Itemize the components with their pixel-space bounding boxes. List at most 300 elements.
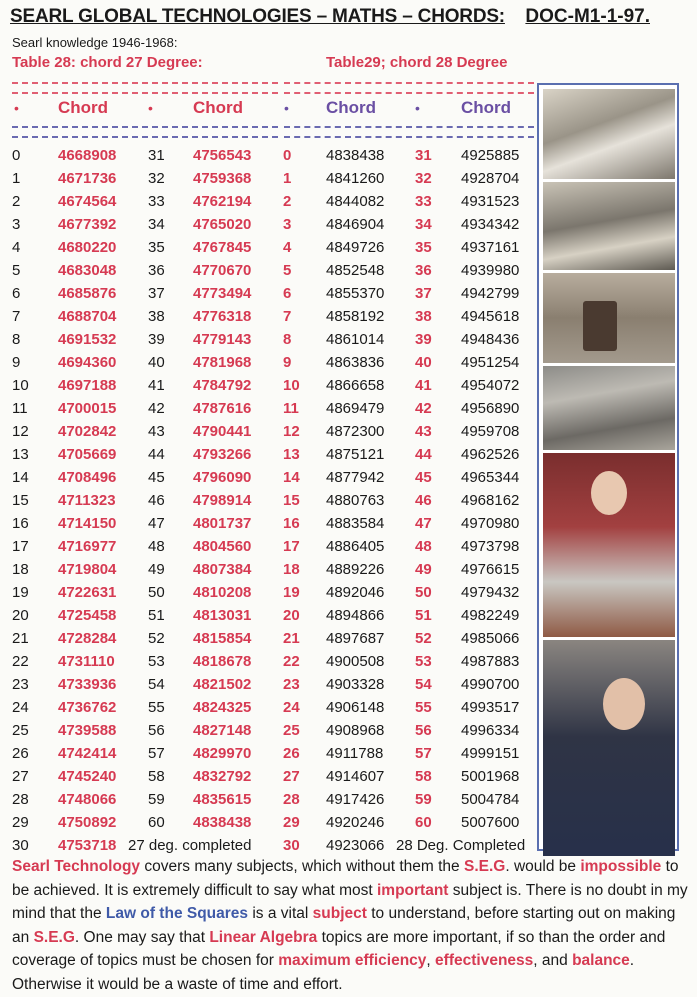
chord-27-a: 4694360 — [58, 354, 117, 371]
bullet-icon: • — [148, 100, 153, 116]
index-d: 58 — [415, 768, 432, 785]
photo-man-with-book — [543, 453, 675, 637]
chord-28-a: 4863836 — [326, 354, 385, 371]
index-b: 59 — [148, 791, 165, 808]
chord-27-a: 4736762 — [58, 699, 117, 716]
chord-27-b: 4759368 — [193, 170, 252, 187]
index-a: 23 — [12, 676, 29, 693]
index-b: 53 — [148, 653, 165, 670]
chord-28-a: 4852548 — [326, 262, 385, 279]
column-header-chord: Chord — [461, 98, 512, 117]
chord-27-a: 4739588 — [58, 722, 117, 739]
chord-27-a: 4674564 — [58, 193, 117, 210]
index-d: 38 — [415, 308, 432, 325]
index-a: 30 — [12, 837, 29, 854]
chord-27-b: 4827148 — [193, 722, 252, 739]
highlighted-term: important — [376, 881, 449, 899]
chord-27-a: 4733936 — [58, 676, 117, 693]
index-a: 26 — [12, 745, 29, 762]
index-c: 21 — [283, 630, 300, 647]
chord-27-b: 4762194 — [193, 193, 252, 210]
index-a: 28 — [12, 791, 29, 808]
index-c: 0 — [283, 147, 292, 164]
chord-27-b: 4773494 — [193, 285, 252, 302]
table-row — [0, 445, 540, 468]
index-c: 15 — [283, 492, 300, 509]
chord-27-a: 4745240 — [58, 768, 117, 785]
chord-27-b: 4832792 — [193, 768, 252, 785]
chord-28-a: 4858192 — [326, 308, 385, 325]
index-b: 40 — [148, 354, 165, 371]
chord-27-a: 4750892 — [58, 814, 117, 831]
chord-27-b: 4818678 — [193, 653, 252, 670]
subtitle: Searl knowledge 1946-1968: — [12, 35, 178, 50]
chord-27-a: 4728284 — [58, 630, 117, 647]
chord-28-a: 4877942 — [326, 469, 385, 486]
index-b: 31 — [148, 147, 165, 164]
paragraph-text: . Otherwise it would be a waste of time and effort. — [12, 952, 635, 993]
chord-28-b: 5001968 — [461, 768, 520, 785]
photo-man-in-uniform — [543, 640, 675, 856]
index-b: 60 — [148, 814, 165, 831]
index-d: 35 — [415, 239, 432, 256]
index-c: 25 — [283, 722, 300, 739]
chord-27-b: 4824325 — [193, 699, 252, 716]
index-a: 12 — [12, 423, 29, 440]
chord-27-a: 4702842 — [58, 423, 117, 440]
chord-27-b: 4779143 — [193, 331, 252, 348]
index-c: 30 — [283, 837, 300, 854]
bullet-icon: • — [14, 100, 19, 116]
index-b: 48 — [148, 538, 165, 555]
table-row — [0, 422, 540, 445]
paragraph-text: covers many subjects, which without them the — [140, 858, 464, 875]
index-c: 27 — [283, 768, 300, 785]
highlighted-term: Linear Algebra — [209, 928, 318, 946]
index-b: 38 — [148, 308, 165, 325]
chord-27-a: 4683048 — [58, 262, 117, 279]
index-c: 22 — [283, 653, 300, 670]
index-b: 36 — [148, 262, 165, 279]
index-c: 2 — [283, 193, 292, 210]
index-a: 13 — [12, 446, 29, 463]
index-a: 19 — [12, 584, 29, 601]
table-row — [0, 560, 540, 583]
chord-27-b: 4801737 — [193, 515, 252, 532]
paragraph-text: to be achieved. It is extremely difficult to say what most — [12, 858, 679, 899]
index-a: 3 — [12, 216, 21, 233]
index-b: 56 — [148, 722, 165, 739]
table-row — [0, 169, 540, 192]
index-d: 31 — [415, 147, 432, 164]
paragraph-text: . would be — [505, 858, 581, 875]
chord-28-b: 4942799 — [461, 285, 520, 302]
index-d: 56 — [415, 722, 432, 739]
paragraph-text: to understand, before starting out on making an — [12, 905, 676, 946]
index-b: 52 — [148, 630, 165, 647]
chord-27-b: 4787616 — [193, 400, 252, 417]
table-row — [0, 399, 540, 422]
chord-28-a: 4908968 — [326, 722, 385, 739]
separator-top-left — [12, 82, 278, 94]
chord-27-a: 4711323 — [58, 492, 116, 509]
index-d: 54 — [415, 676, 432, 693]
chord-28-a: 4889226 — [326, 561, 385, 578]
index-a: 2 — [12, 193, 21, 210]
chord-28-b: 4999151 — [461, 745, 520, 762]
chord-27-a: 4748066 — [58, 791, 117, 808]
index-b: 46 — [148, 492, 165, 509]
chord-28-b: 4965344 — [461, 469, 520, 486]
chord-28-b: 4993517 — [461, 699, 520, 716]
table-28-caption: Table 28: chord 27 Degree: — [12, 54, 203, 71]
index-d: 49 — [415, 561, 432, 578]
index-a: 1 — [12, 170, 21, 187]
index-a: 18 — [12, 561, 29, 578]
index-a: 4 — [12, 239, 21, 256]
chord-28-b: 4956890 — [461, 400, 520, 417]
chord-28-b: 4973798 — [461, 538, 520, 555]
chord-28-a: 4900508 — [326, 653, 385, 670]
chord-28-b: 4987883 — [461, 653, 520, 670]
index-b: 54 — [148, 676, 165, 693]
column-header-chord: Chord — [326, 98, 377, 117]
paragraph-text: topics are more important, if so than the order and coverage of topics must be chosen for — [12, 928, 666, 970]
chord-27-a: 4688704 — [58, 308, 117, 325]
table-row — [0, 284, 540, 307]
chord-27-b: 4810208 — [193, 584, 252, 601]
index-b: 41 — [148, 377, 165, 394]
index-d: 46 — [415, 492, 432, 509]
index-a: 9 — [12, 354, 21, 371]
chord-27-b: 4804560 — [193, 538, 252, 555]
chord-27-b: 4781968 — [193, 354, 252, 371]
chord-28-a: 4861014 — [326, 331, 385, 348]
chord-27-b: 4767845 — [193, 239, 252, 256]
chord-28-a: 4869479 — [326, 400, 385, 417]
index-c: 7 — [283, 308, 292, 325]
chord-27-b: 4829970 — [193, 745, 252, 762]
index-a: 14 — [12, 469, 29, 486]
index-c: 5 — [283, 262, 292, 279]
chord-28-a: 4923066 — [326, 837, 385, 854]
separator-mid-left — [12, 126, 278, 138]
index-c: 19 — [283, 584, 300, 601]
chord-28-a: 4920246 — [326, 814, 385, 831]
index-b: 47 — [148, 515, 165, 532]
table-row — [0, 721, 540, 744]
index-a: 8 — [12, 331, 21, 348]
paragraph-text: . One may say that — [74, 928, 210, 946]
chord-27-a: 4705669 — [58, 446, 117, 463]
index-d: 50 — [415, 584, 432, 601]
chord-27-b: 4784792 — [193, 377, 252, 394]
index-d: 32 — [415, 170, 432, 187]
bullet-icon: • — [415, 100, 420, 116]
index-c: 10 — [283, 377, 300, 394]
chord-28-a: 4844082 — [326, 193, 385, 210]
index-a: 6 — [12, 285, 21, 302]
index-c: 4 — [283, 239, 292, 256]
bullet-icon: • — [284, 100, 289, 116]
index-b: 35 — [148, 239, 165, 256]
chord-28-b: 4979432 — [461, 584, 520, 601]
index-c: 9 — [283, 354, 292, 371]
chord-tables — [0, 146, 540, 859]
chord-28-b: 4928704 — [461, 170, 520, 187]
paragraph-text: is a vital — [248, 905, 313, 923]
chord-27-a: 4719804 — [58, 561, 117, 578]
document-header — [10, 6, 690, 34]
index-c: 18 — [283, 561, 300, 578]
chord-28-b: 4990700 — [461, 676, 520, 693]
separator-top-right — [284, 82, 534, 94]
table-row — [0, 537, 540, 560]
chord-28-b: 4962526 — [461, 446, 520, 463]
chord-28-a: 4838438 — [326, 147, 385, 164]
index-a: 29 — [12, 814, 29, 831]
chord-28-a: 4841260 — [326, 170, 385, 187]
chord-28-a: 4883584 — [326, 515, 385, 532]
index-a: 0 — [12, 147, 21, 164]
index-d: 51 — [415, 607, 432, 624]
chord-27-a: 4716977 — [58, 538, 117, 555]
index-d: 37 — [415, 285, 432, 302]
table-row — [0, 514, 540, 537]
chord-28-b: 4925885 — [461, 147, 520, 164]
chord-28-a: 4906148 — [326, 699, 385, 716]
chord-27-a: 4753718 — [58, 837, 117, 854]
index-b: 33 — [148, 193, 165, 210]
index-d: 53 — [415, 653, 432, 670]
index-d: 36 — [415, 262, 432, 279]
chord-28-a: 4875121 — [326, 446, 385, 463]
chord-27-b: 4838438 — [193, 814, 252, 831]
chord-28-a: 4897687 — [326, 630, 385, 647]
highlighted-term: impossible — [580, 858, 662, 875]
index-c: 26 — [283, 745, 300, 762]
chord-28-b: 4931523 — [461, 193, 520, 210]
index-d: 43 — [415, 423, 432, 440]
index-d: 45 — [415, 469, 432, 486]
chord-27-b: 4770670 — [193, 262, 252, 279]
chord-27-a: 4685876 — [58, 285, 117, 302]
chord-27-b: 4765020 — [193, 216, 252, 233]
chord-27-a: 4671736 — [58, 170, 117, 187]
chord-28-b: 4945618 — [461, 308, 520, 325]
table-row — [0, 376, 540, 399]
chord-27-a: 4708496 — [58, 469, 117, 486]
table-row — [0, 790, 540, 813]
table-row — [0, 698, 540, 721]
chord-28-a: 4903328 — [326, 676, 385, 693]
index-d: 44 — [415, 446, 432, 463]
index-b: 32 — [148, 170, 165, 187]
index-c: 1 — [283, 170, 292, 187]
chord-27-a: 4714150 — [58, 515, 117, 532]
index-d: 55 — [415, 699, 432, 716]
chord-27-a: 4680220 — [58, 239, 117, 256]
chord-27-a: 4668908 — [58, 147, 117, 164]
chord-27-a: 4691532 — [58, 331, 117, 348]
index-b: 50 — [148, 584, 165, 601]
chord-27-b: 4815854 — [193, 630, 252, 647]
column-header-chord: Chord — [193, 98, 244, 117]
chord-27-b: 4807384 — [193, 561, 252, 578]
completed-note: 27 deg. completed — [128, 837, 252, 854]
index-d: 41 — [415, 377, 432, 394]
table-row — [0, 744, 540, 767]
table-row — [0, 468, 540, 491]
chord-27-a: 4742414 — [58, 745, 117, 762]
table-row — [0, 629, 540, 652]
highlighted-term: maximum efficiency — [278, 952, 427, 970]
photo-equipment-2 — [543, 182, 675, 270]
table-row — [0, 813, 540, 836]
table-row — [0, 675, 540, 698]
table-row — [0, 146, 540, 169]
table-row — [0, 606, 540, 629]
index-c: 16 — [283, 515, 300, 532]
index-a: 22 — [12, 653, 29, 670]
index-a: 24 — [12, 699, 29, 716]
table-row — [0, 215, 540, 238]
table-row — [0, 307, 540, 330]
chord-28-b: 5004784 — [461, 791, 520, 808]
chord-27-a: 4722631 — [58, 584, 117, 601]
chord-27-a: 4700015 — [58, 400, 117, 417]
index-c: 11 — [283, 400, 299, 417]
index-d: 42 — [415, 400, 432, 417]
index-a: 27 — [12, 768, 29, 785]
index-c: 28 — [283, 791, 300, 808]
index-c: 6 — [283, 285, 292, 302]
chord-28-b: 4951254 — [461, 354, 520, 371]
index-a: 5 — [12, 262, 21, 279]
index-c: 8 — [283, 331, 292, 348]
chord-27-b: 4796090 — [193, 469, 252, 486]
index-d: 59 — [415, 791, 432, 808]
chord-27-a: 4677392 — [58, 216, 117, 233]
table-row — [0, 330, 540, 353]
table-row — [0, 261, 540, 284]
index-b: 49 — [148, 561, 165, 578]
index-a: 17 — [12, 538, 29, 555]
chord-28-a: 4880763 — [326, 492, 385, 509]
table-row — [0, 652, 540, 675]
index-d: 39 — [415, 331, 432, 348]
completed-note: 28 Deg. Completed — [396, 837, 526, 854]
photo-workshop — [543, 366, 675, 450]
index-a: 21 — [12, 630, 29, 647]
table-row — [0, 353, 540, 376]
chord-28-a: 4849726 — [326, 239, 385, 256]
index-b: 44 — [148, 446, 165, 463]
highlighted-term: Law of the Squares — [105, 905, 249, 923]
index-c: 14 — [283, 469, 300, 486]
highlighted-term: S.E.G — [33, 928, 75, 946]
index-b: 57 — [148, 745, 165, 762]
index-b: 42 — [148, 400, 165, 417]
index-c: 29 — [283, 814, 300, 831]
index-b: 51 — [148, 607, 165, 624]
chord-28-a: 4855370 — [326, 285, 385, 302]
highlighted-term: effectiveness — [435, 952, 534, 970]
chord-27-a: 4725458 — [58, 607, 117, 624]
chord-28-a: 4886405 — [326, 538, 385, 555]
index-b: 45 — [148, 469, 165, 486]
chord-28-b: 4982249 — [461, 607, 520, 624]
chord-28-b: 4970980 — [461, 515, 520, 532]
index-c: 20 — [283, 607, 300, 624]
paragraph-text: , and — [533, 952, 573, 970]
document-number: DOC-M1-1-97. — [525, 6, 650, 27]
table-row — [0, 238, 540, 261]
chord-28-b: 4985066 — [461, 630, 520, 647]
chord-27-b: 4793266 — [193, 446, 252, 463]
photo-equipment-1 — [543, 89, 675, 179]
chord-28-b: 4939980 — [461, 262, 520, 279]
index-d: 33 — [415, 193, 432, 210]
column-header-chord: Chord — [58, 98, 109, 117]
table-row — [0, 767, 540, 790]
chord-28-a: 4917426 — [326, 791, 385, 808]
chord-27-b: 4790441 — [193, 423, 252, 440]
index-b: 43 — [148, 423, 165, 440]
index-d: 60 — [415, 814, 432, 831]
index-b: 55 — [148, 699, 165, 716]
index-c: 24 — [283, 699, 300, 716]
chord-28-a: 4892046 — [326, 584, 385, 601]
document-title: SEARL GLOBAL TECHNOLOGIES – MATHS – CHORDS: — [10, 6, 505, 27]
chord-28-b: 4948436 — [461, 331, 520, 348]
chord-28-b: 4959708 — [461, 423, 520, 440]
chord-28-b: 4968162 — [461, 492, 520, 509]
table-29-caption: Table29; chord 28 Degree — [326, 54, 508, 71]
chord-28-a: 4894866 — [326, 607, 385, 624]
chord-28-b: 4934342 — [461, 216, 520, 233]
index-c: 12 — [283, 423, 300, 440]
index-a: 16 — [12, 515, 29, 532]
index-a: 7 — [12, 308, 21, 325]
chord-27-b: 4835615 — [193, 791, 252, 808]
index-c: 23 — [283, 676, 300, 693]
description-paragraph — [12, 855, 692, 997]
chord-28-a: 4911788 — [326, 745, 384, 762]
chord-28-b: 4976615 — [461, 561, 520, 578]
chord-27-a: 4731110 — [58, 653, 115, 670]
index-c: 17 — [283, 538, 300, 555]
chord-27-a: 4697188 — [58, 377, 117, 394]
paragraph-text: subject is. There is no doubt in my mind that the — [12, 881, 688, 923]
table-row — [0, 491, 540, 514]
index-b: 39 — [148, 331, 165, 348]
chord-28-b: 5007600 — [461, 814, 520, 831]
chord-27-b: 4821502 — [193, 676, 252, 693]
index-a: 25 — [12, 722, 29, 739]
index-d: 40 — [415, 354, 432, 371]
chord-28-a: 4846904 — [326, 216, 385, 233]
table-row — [0, 192, 540, 215]
chord-27-b: 4798914 — [193, 492, 252, 509]
index-d: 57 — [415, 745, 432, 762]
chord-28-b: 4937161 — [461, 239, 520, 256]
index-d: 52 — [415, 630, 432, 647]
chord-28-a: 4872300 — [326, 423, 385, 440]
highlighted-term: S.E.G — [463, 858, 506, 875]
chord-27-b: 4813031 — [193, 607, 252, 624]
index-c: 3 — [283, 216, 292, 233]
